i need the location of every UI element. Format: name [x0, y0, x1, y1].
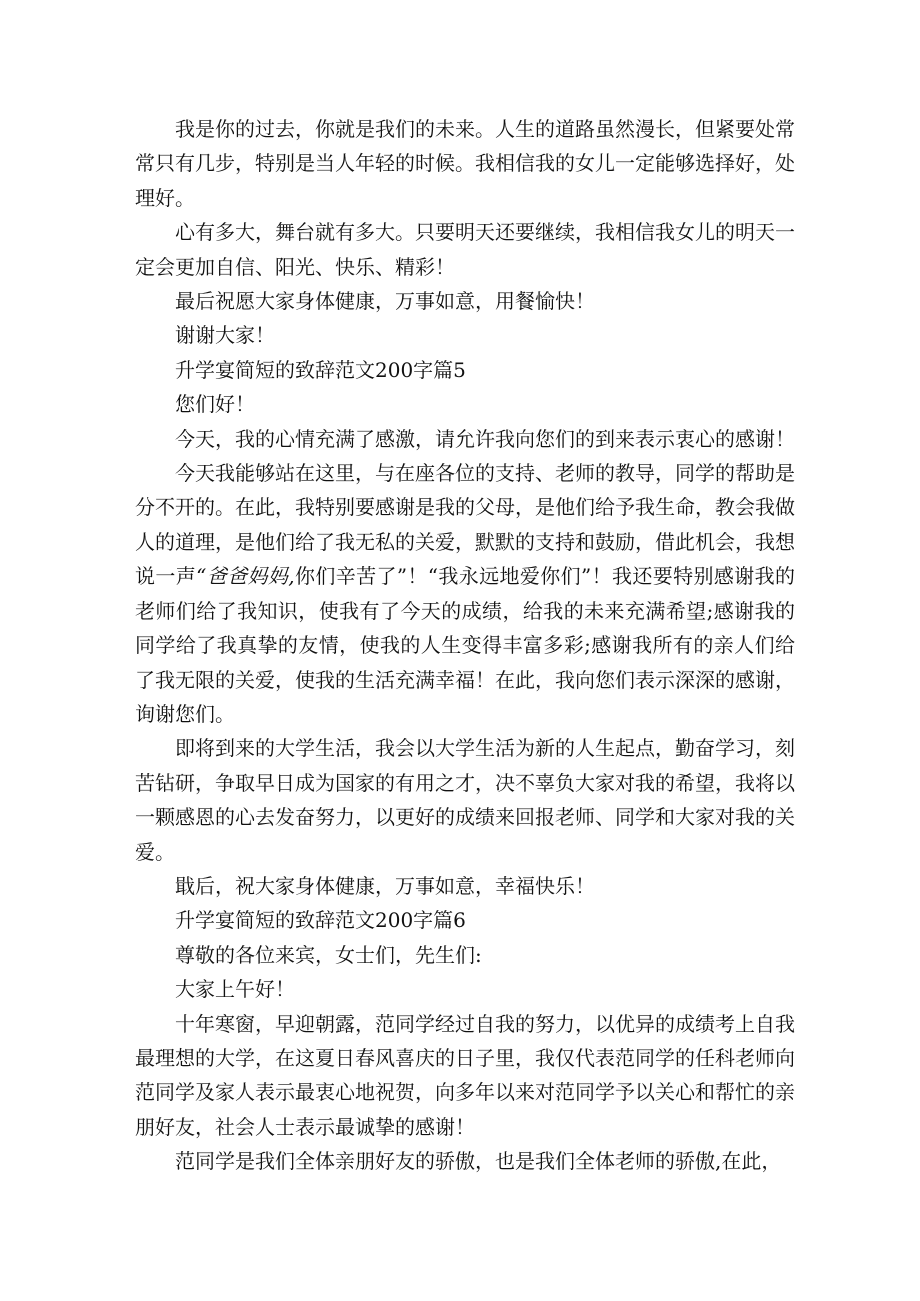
paragraph: 戢后，祝大家身体健康，万事如意，幸福快乐！	[175, 873, 595, 898]
paragraph: 大家上午好！	[175, 977, 295, 1002]
paragraph: 范同学是我们全体亲朋好友的骄傲，也是我们全体老师的骄傲,在此，	[175, 1149, 782, 1174]
paragraph: 十年寒窗，早迎朝露，范同学经过自我的努力，以优异的成绩考上自我最理想的大学，在这夏日春风喜庆的日子里，我仅代表范同学的任科老师向范同学及家人表示最衷心地祝贺，向多年以来对范同学予以关心和帮忙的亲朋好友，社会人士表示最诚挚的感谢！	[135, 1011, 795, 1139]
paragraph: 尊敬的各位来宾，女士们，先生们:	[175, 942, 482, 967]
paragraph: 您们好！	[175, 392, 255, 417]
paragraph: 即将到来的大学生活，我会以大学生活为新的人生起点，勤奋学习，刻苦钻研，争取早日成为国家的有用之才，决不辜负大家对我的希望，我将以一颗感恩的心去发奋努力，以更好的成绩来回报老师、同学和大家对我的关爱。	[135, 736, 795, 864]
paragraph: 心有多大，舞台就有多大。只要明天还要继续，我相信我女儿的明天一定会更加自信、阳光、快乐、精彩！	[135, 220, 795, 279]
paragraph-text: 今天我能够站在这里，与在座各位的支持、老师的教导，同学的帮助是分不开的。在此，我特别要感谢是我的父母，是他们给予我生命，教会我做人的道理，是他们给了我无私的关爱，默默的支持和鼓励，借此机会，我想说一声	[135, 461, 795, 589]
paragraph: 最后祝愿大家身体健康，万事如意，用餐愉快！	[175, 289, 595, 314]
paragraph-with-quote	[135, 456, 795, 731]
paragraph: 今天，我的心情充满了感激，请允许我向您们的到来表示衷心的感谢！	[175, 426, 795, 451]
paragraph-text: 你们辛苦了”！“我永远地爱你们”！我还要特别感谢我的老师们给了我知识，使我有了今天的成绩，给我的未来充满希望;感谢我的同学给了我真挚的友情，使我的人生变得丰富多彩;感谢我所有的亲人们给了我无限的关爱，使我的生活充满幸福！在此，我向您们表示深深的感谢，询谢您们。	[135, 564, 795, 726]
paragraph: 谢谢大家！	[175, 323, 275, 348]
document-body	[135, 112, 795, 1179]
italic-quote: “爸爸妈妈,	[196, 564, 295, 589]
paragraph: 我是你的过去，你就是我们的未来。人生的道路虽然漫长，但紧要处常常只有几步，特别是当人年轻的时候。我相信我的女儿一定能够选择好，处理好。	[135, 117, 795, 210]
section-heading: 升学宴简短的致辞范文200字篇5	[175, 357, 466, 382]
section-heading: 升学宴简短的致辞范文200字篇6	[175, 908, 466, 933]
